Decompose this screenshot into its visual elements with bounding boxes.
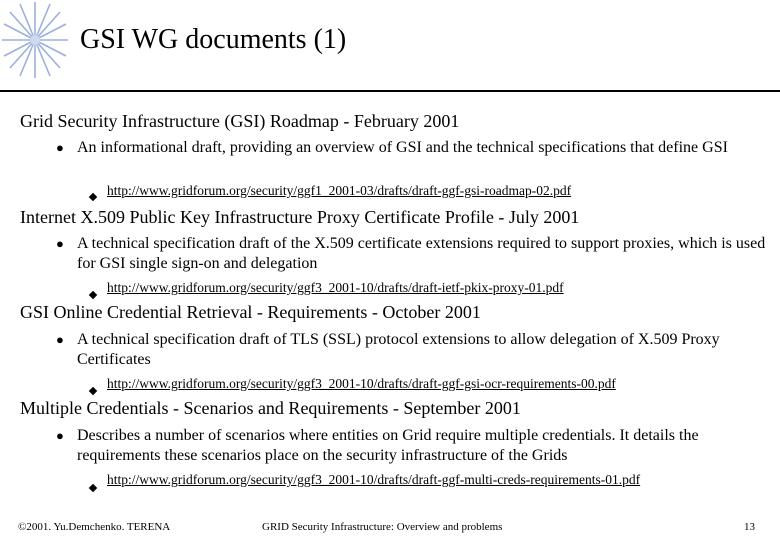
bullet-icon: ● [56, 332, 64, 347]
diamond-bullet-icon [90, 381, 106, 399]
footer-page-number: 13 [744, 521, 755, 533]
link-roadmap-pdf[interactable]: http://www.gridforum.org/security/ggf1_2001-03/drafts/draft-ggf-gsi-roadmap-02.pdf [107, 183, 572, 198]
link-proxy-pdf[interactable]: http://www.gridforum.org/security/ggf3_2001-10/drafts/draft-ietf-pkix-proxy-01.pdf [107, 280, 564, 295]
section-description-credential-retrieval: A technical specification draft of TLS (SSL) protocol extensions to allow delegation of X.509 Proxy Certificates [77, 331, 720, 368]
section-description-multiple-credentials: Describes a number of scenarios where entities on Grid require multiple credentials. It details the requirements these scenarios place on the security infrastructure of the Grids [77, 427, 699, 464]
section-heading-proxy-certificate: Internet X.509 Public Key Infrastructure Proxy Certificate Profile - July 2001 [20, 207, 580, 227]
section-heading-multiple-credentials: Multiple Credentials - Scenarios and Requirements - September 2001 [20, 398, 521, 418]
section-heading-roadmap: Grid Security Infrastructure (GSI) Roadmap - February 2001 [20, 111, 460, 131]
title-divider [0, 90, 780, 92]
link-ocr-requirements-pdf[interactable]: http://www.gridforum.org/security/ggf3_2001-10/drafts/draft-ggf-gsi-ocr-requirements-00.pdf [107, 376, 616, 391]
diamond-bullet-icon [90, 285, 106, 303]
footer-presentation-title: GRID Security Infrastructure: Overview and problems [262, 521, 503, 533]
bullet-icon: ● [56, 140, 64, 155]
section-description-roadmap: An informational draft, providing an overview of GSI and the technical specifications that define GSI [77, 139, 728, 156]
diamond-bullet-icon [90, 478, 106, 496]
starburst-logo-icon [0, 0, 70, 80]
page-title: GSI WG documents (1) [80, 24, 347, 55]
footer-copyright: ©2001. Yu.Demchenko. TERENA [18, 521, 171, 533]
diamond-bullet-icon [90, 187, 106, 205]
section-description-proxy-certificate: A technical specification draft of the X.509 certificate extensions required to support proxies, which is used for GSI single sign-on and delegation [77, 235, 766, 272]
bullet-icon: ● [56, 428, 64, 443]
section-heading-credential-retrieval: GSI Online Credential Retrieval - Requirements - October 2001 [20, 302, 481, 322]
bullet-icon: ● [56, 236, 64, 251]
link-multi-creds-pdf[interactable]: http://www.gridforum.org/security/ggf3_2001-10/drafts/draft-ggf-multi-creds-requirements-01.pdf [107, 472, 641, 487]
